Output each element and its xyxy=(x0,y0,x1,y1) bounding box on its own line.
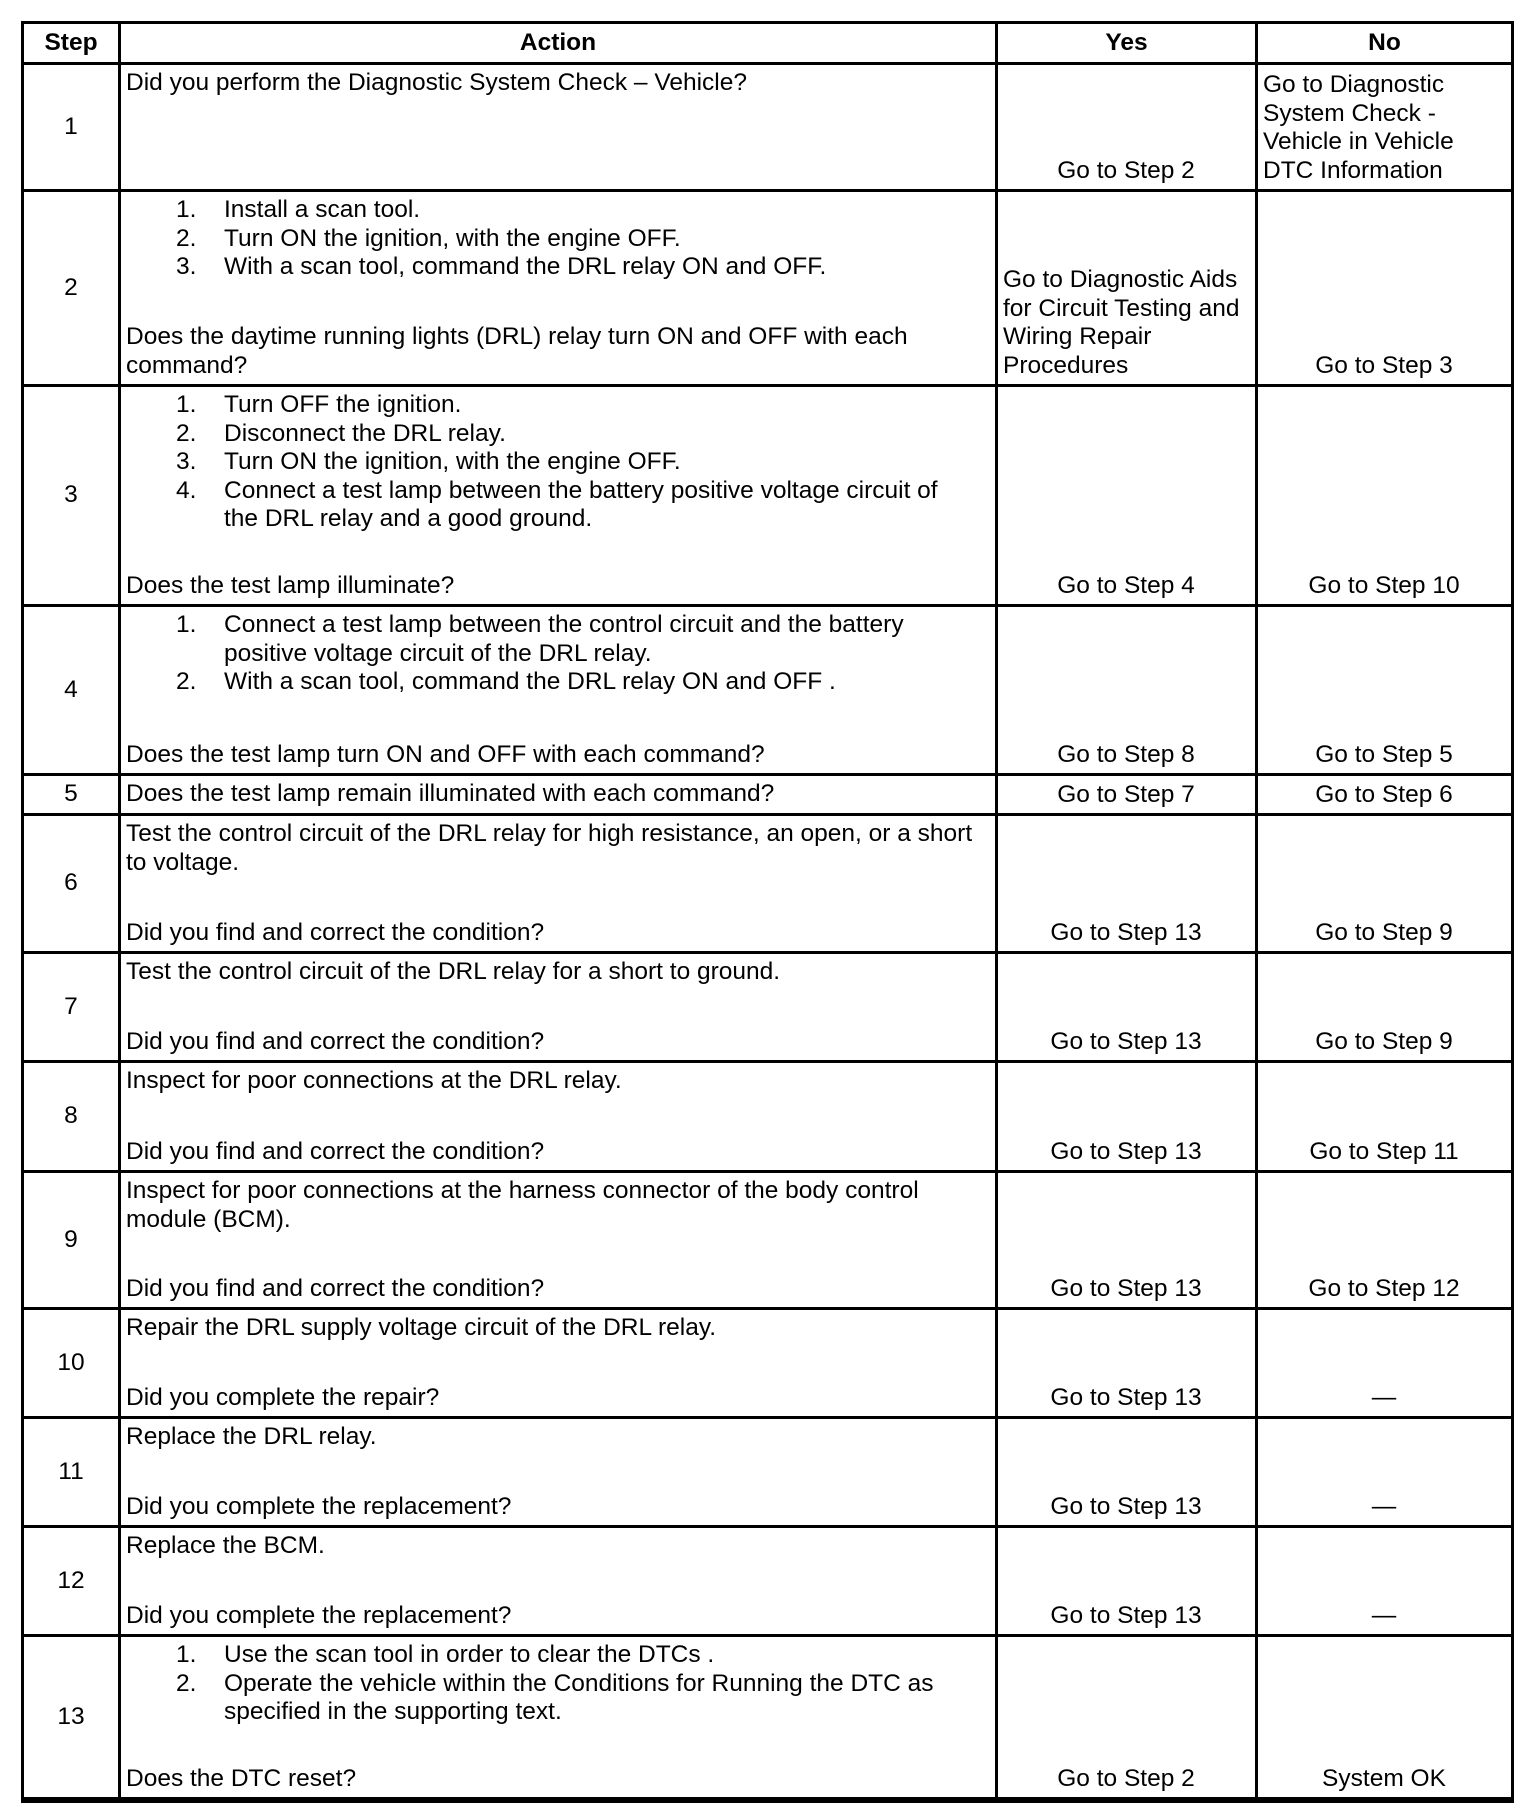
action-question: Did you find and correct the condition? xyxy=(126,918,545,946)
action-question: Did you find and correct the condition? xyxy=(126,1137,545,1165)
action-cell xyxy=(121,65,995,189)
item-number: 1. xyxy=(176,391,197,418)
no-result: Go to Step 12 xyxy=(1308,1274,1460,1302)
action-step-item xyxy=(126,420,962,449)
no-result: — xyxy=(1371,1492,1397,1520)
yes-result: Go to Step 4 xyxy=(1057,571,1195,599)
yes-cell xyxy=(998,387,1255,604)
item-number: 2. xyxy=(176,1669,197,1697)
no-cell xyxy=(1258,192,1511,384)
step-number: 2 xyxy=(24,192,118,384)
action-cell xyxy=(121,1419,995,1525)
action-steps-list xyxy=(126,611,992,697)
action-step-item xyxy=(126,196,962,225)
no-cell xyxy=(1258,1419,1511,1525)
no-result: — xyxy=(1371,1383,1397,1411)
step-number: 12 xyxy=(24,1528,118,1634)
item-text: Use the scan tool in order to clear the DTCs . xyxy=(224,1641,715,1668)
item-number: 1. xyxy=(176,196,197,223)
action-question: Does the test lamp remain illuminated with each command? xyxy=(126,780,775,807)
item-number: 1. xyxy=(176,611,197,638)
no-cell xyxy=(1258,816,1511,951)
step-number: 7 xyxy=(24,954,118,1060)
item-number: 2. xyxy=(176,224,197,252)
yes-cell xyxy=(998,776,1255,813)
no-result: System OK xyxy=(1322,1764,1446,1792)
action-step-item xyxy=(126,253,962,282)
header-step: Step xyxy=(24,24,118,62)
action-cell xyxy=(121,1063,995,1170)
action-step-item xyxy=(126,1641,962,1670)
step-number: 5 xyxy=(24,776,118,813)
action-instruction: Replace the DRL relay. xyxy=(126,1423,377,1450)
yes-cell xyxy=(998,954,1255,1060)
action-cell xyxy=(121,776,995,813)
item-text: With a scan tool, command the DRL relay ON and OFF. xyxy=(224,253,827,280)
no-result: Go to Step 9 xyxy=(1315,918,1453,946)
step-number: 3 xyxy=(24,387,118,604)
action-cell xyxy=(121,607,995,773)
action-instruction: Repair the DRL supply voltage circuit of the DRL relay. xyxy=(126,1314,717,1341)
no-result: Go to Diagnostic System Check - Vehicle in Vehicle DTC Information xyxy=(1263,71,1454,184)
action-instruction: Inspect for poor connections at the harness connector of the body control module (BCM). xyxy=(126,1177,919,1233)
item-text: Operate the vehicle within the Conditions for Running the DTC as specified in the supporting text. xyxy=(224,1669,934,1725)
action-cell xyxy=(121,816,995,951)
action-cell xyxy=(121,1310,995,1416)
no-cell xyxy=(1258,387,1511,604)
item-text: Connect a test lamp between the battery positive voltage circuit of the DRL relay and a good ground. xyxy=(224,476,938,532)
action-cell xyxy=(121,192,995,384)
yes-result: Go to Step 13 xyxy=(1050,1137,1202,1165)
item-number: 1. xyxy=(176,1641,197,1668)
item-number: 3. xyxy=(176,448,197,475)
action-question: Did you complete the replacement? xyxy=(126,1601,512,1629)
action-question: Did you find and correct the condition? xyxy=(126,1027,545,1055)
item-number: 4. xyxy=(176,476,197,504)
no-cell xyxy=(1258,1173,1511,1307)
item-text: Turn ON the ignition, with the engine OFF. xyxy=(224,448,681,475)
yes-cell xyxy=(998,607,1255,773)
yes-cell xyxy=(998,1173,1255,1307)
item-text: Connect a test lamp between the control circuit and the battery positive voltage circuit of the DRL relay. xyxy=(224,611,904,667)
yes-result: Go to Step 7 xyxy=(1057,780,1195,808)
action-step-item xyxy=(126,225,962,254)
action-question: Does the DTC reset? xyxy=(126,1764,357,1792)
action-steps-list xyxy=(126,391,992,534)
action-question: Does the test lamp turn ON and OFF with each command? xyxy=(126,740,765,768)
step-number: 4 xyxy=(24,607,118,773)
no-result: Go to Step 9 xyxy=(1315,1027,1453,1055)
item-text: Install a scan tool. xyxy=(224,196,421,223)
item-text: With a scan tool, command the DRL relay ON and OFF . xyxy=(224,668,836,695)
yes-result: Go to Step 13 xyxy=(1050,1601,1202,1629)
diagnostic-table xyxy=(21,21,1514,1803)
action-question: Did you complete the repair? xyxy=(126,1383,440,1411)
action-question: Did you find and correct the condition? xyxy=(126,1274,545,1302)
step-number: 9 xyxy=(24,1173,118,1307)
yes-cell xyxy=(998,1419,1255,1525)
step-number: 13 xyxy=(24,1637,118,1797)
yes-result: Go to Step 2 xyxy=(1057,156,1195,184)
step-number: 11 xyxy=(24,1419,118,1525)
header-action: Action xyxy=(121,24,995,62)
action-instruction: Test the control circuit of the DRL relay for high resistance, an open, or a short to voltage. xyxy=(126,820,973,876)
item-number: 3. xyxy=(176,253,197,280)
action-question: Did you perform the Diagnostic System Check – Vehicle? xyxy=(126,69,747,96)
no-cell xyxy=(1258,607,1511,773)
action-instruction: Inspect for poor connections at the DRL relay. xyxy=(126,1067,622,1094)
yes-cell xyxy=(998,65,1255,189)
yes-result: Go to Step 13 xyxy=(1050,1383,1202,1411)
no-cell xyxy=(1258,1063,1511,1170)
no-result: Go to Step 6 xyxy=(1315,780,1453,808)
yes-cell xyxy=(998,816,1255,951)
action-cell xyxy=(121,954,995,1060)
action-steps-list xyxy=(126,196,992,282)
action-step-item xyxy=(126,477,962,534)
header-no: No xyxy=(1258,24,1511,62)
no-cell xyxy=(1258,1310,1511,1416)
action-instruction: Replace the BCM. xyxy=(126,1532,325,1559)
yes-result: Go to Step 13 xyxy=(1050,918,1202,946)
action-step-item xyxy=(126,1670,962,1727)
action-instruction: Test the control circuit of the DRL relay for a short to ground. xyxy=(126,958,781,985)
yes-result: Go to Step 13 xyxy=(1050,1492,1202,1520)
item-number: 2. xyxy=(176,668,197,695)
action-cell xyxy=(121,1173,995,1307)
no-cell xyxy=(1258,65,1511,189)
step-number: 1 xyxy=(24,65,118,189)
action-step-item xyxy=(126,391,962,420)
action-question: Does the test lamp illuminate? xyxy=(126,571,455,599)
yes-cell xyxy=(998,192,1255,384)
yes-cell xyxy=(998,1063,1255,1170)
no-cell xyxy=(1258,1637,1511,1797)
yes-cell xyxy=(998,1528,1255,1634)
no-result: Go to Step 3 xyxy=(1315,351,1453,379)
action-steps-list xyxy=(126,1641,992,1727)
yes-result: Go to Step 2 xyxy=(1057,1764,1195,1792)
step-number: 6 xyxy=(24,816,118,951)
action-step-item xyxy=(126,448,962,477)
step-number: 8 xyxy=(24,1063,118,1170)
no-cell xyxy=(1258,1528,1511,1634)
no-result: Go to Step 10 xyxy=(1308,571,1460,599)
yes-cell xyxy=(998,1637,1255,1797)
item-text: Turn OFF the ignition. xyxy=(224,391,462,418)
no-result: Go to Step 11 xyxy=(1309,1137,1459,1165)
yes-result: Go to Diagnostic Aids for Circuit Testing and Wiring Repair Procedures xyxy=(1003,266,1240,379)
no-cell xyxy=(1258,954,1511,1060)
action-question: Did you complete the replacement? xyxy=(126,1492,512,1520)
step-number: 10 xyxy=(24,1310,118,1416)
no-result: — xyxy=(1371,1601,1397,1629)
no-result: Go to Step 5 xyxy=(1315,740,1453,768)
yes-cell xyxy=(998,1310,1255,1416)
action-cell xyxy=(121,1528,995,1634)
action-cell xyxy=(121,1637,995,1797)
no-cell xyxy=(1258,776,1511,813)
yes-result: Go to Step 13 xyxy=(1050,1027,1202,1055)
action-question: Does the daytime running lights (DRL) relay turn ON and OFF with each command? xyxy=(126,323,908,379)
action-step-item xyxy=(126,668,962,697)
yes-result: Go to Step 13 xyxy=(1050,1274,1202,1302)
item-text: Turn ON the ignition, with the engine OFF. xyxy=(224,224,681,252)
yes-result: Go to Step 8 xyxy=(1057,740,1195,768)
action-cell xyxy=(121,387,995,604)
item-number: 2. xyxy=(176,419,197,447)
header-yes: Yes xyxy=(998,24,1255,62)
action-step-item xyxy=(126,611,962,668)
item-text: Disconnect the DRL relay. xyxy=(224,419,506,447)
